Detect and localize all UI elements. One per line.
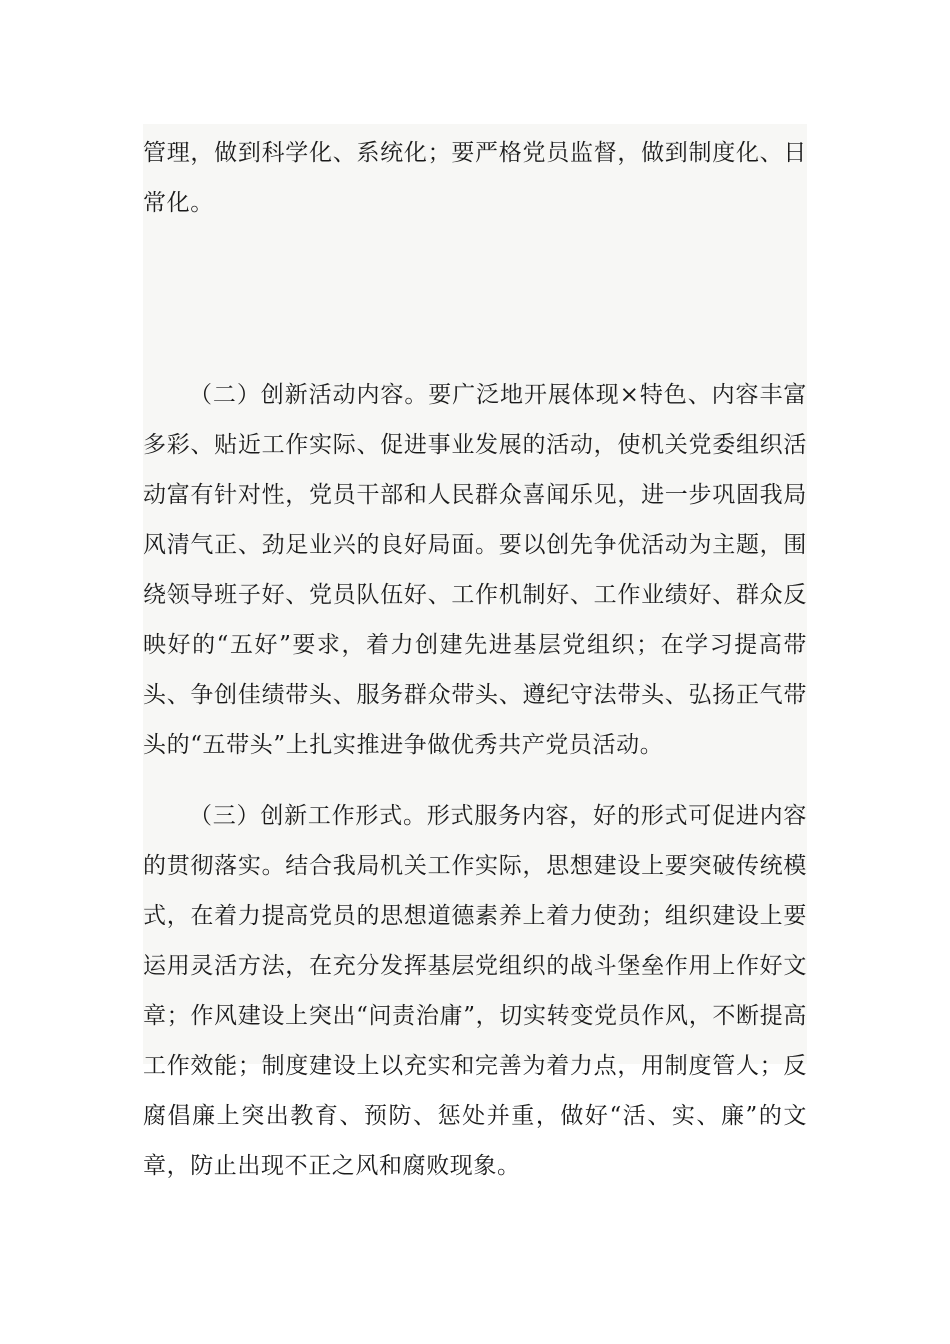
paragraph-section-3: （三）创新工作形式。形式服务内容，好的形式可促进内容的贯彻落实。结合我局机关工作实际，思想建设上要突破传统模式，在着力提高党员的思想道德素养上着力使劲；组织建设上要运用灵活方法，在充分发挥基层党组织的战斗堡垒作用上作好文章；作风建设上突出“问责治庸”，切实转变党员作风，不断提高工作效能；制度建设上以充实和完善为着力点，用制度管人；反腐倡廉上突出教育、预防、惩处并重，做好“活、实、廉”的文章，防止出现不正之风和腐败现象。 <box>143 803 807 1179</box>
text-block <box>143 124 807 1179</box>
paragraph-section-2: （二）创新活动内容。要广泛地开展体现×特色、内容丰富多彩、贴近工作实际、促进事业发展的活动，使机关党委组织活动富有针对性，党员干部和人民群众喜闻乐见，进一步巩固我局风清气正、劲足业兴的良好局面。要以创先争优活动为主题，围绕领导班子好、党员队伍好、工作机制好、工作业绩好、群众反映好的“五好”要求，着力创建先进基层党组织；在学习提高带头、争创佳绩带头、服务群众带头、遵纪守法带头、弘扬正气带头的“五带头”上扎实推进争做优秀共产党员活动。 <box>143 382 807 758</box>
paragraph-continuation: 管理，做到科学化、系统化；要严格党员监督，做到制度化、日常化。 <box>143 140 807 216</box>
